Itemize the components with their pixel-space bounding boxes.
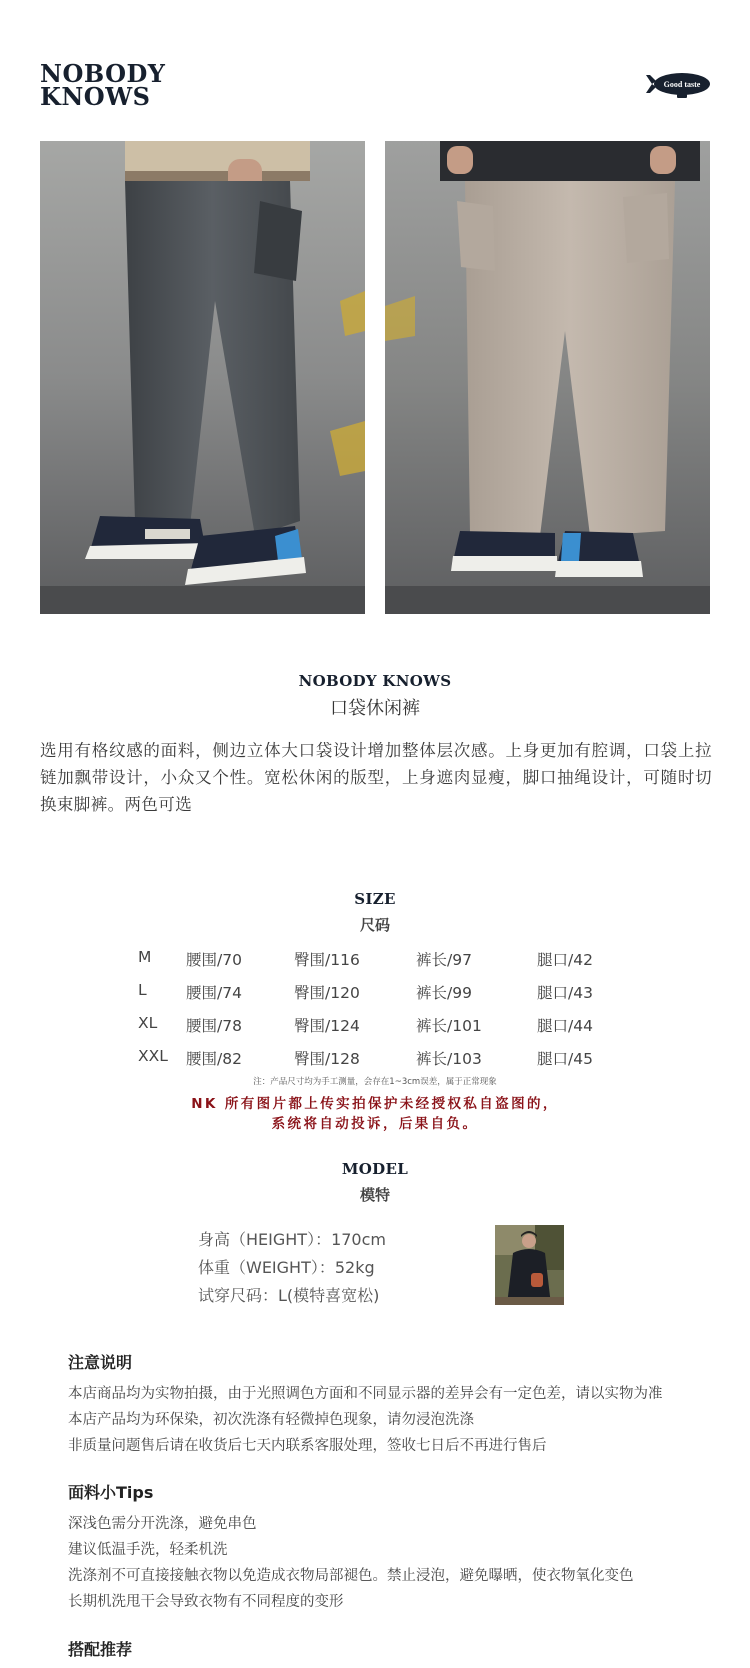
product-title-cn: 口袋休闲裤 — [330, 698, 420, 719]
length-value: 裤长/103 — [416, 1050, 482, 1068]
care-line: 本店商品均为实物拍摄，由于光照调色方面和不同显示器的差异会有一定色差，请以实物为准 — [68, 1386, 663, 1402]
size-row — [138, 948, 618, 981]
model-info — [198, 1226, 386, 1310]
brand-logo-line2: KNOWS — [40, 82, 151, 111]
hip-value: 臀围/116 — [294, 951, 360, 969]
model-fit-size: 试穿尺码：L(模特喜宽松) — [198, 1286, 380, 1305]
length-value: 裤长/97 — [416, 951, 472, 969]
blimp-logo-icon — [646, 68, 712, 100]
length-value: 裤长/99 — [416, 984, 472, 1002]
model-photo — [495, 1225, 564, 1305]
size-label: L — [138, 981, 147, 999]
tips-line: 长期机洗甩干会导致衣物有不同程度的变形 — [68, 1594, 344, 1610]
care-notes — [68, 1350, 718, 1459]
hip-value: 臀围/120 — [294, 984, 360, 1002]
hem-value: 腿口/44 — [537, 1017, 593, 1035]
size-label: XL — [138, 1014, 158, 1032]
care-line: 本店产品均为环保染，初次洗涤有轻微掉色现象，请勿浸泡洗涤 — [68, 1412, 474, 1428]
length-value: 裤长/101 — [416, 1017, 482, 1035]
waist-value: 腰围/78 — [186, 1017, 242, 1035]
model-heading-cn: 模特 — [359, 1186, 390, 1204]
size-row — [138, 981, 618, 1014]
warning-line-2: 系统将自动投诉，后果自负。 — [271, 1116, 479, 1132]
waist-value: 腰围/70 — [186, 951, 242, 969]
copyright-warning — [0, 1094, 750, 1134]
size-note: 注：产品尺寸均为手工测量，会存在1~3cm误差，属于正常现象 — [253, 1077, 497, 1087]
tips-line: 洗涤剂不可直接接触衣物以免造成衣物局部褪色。禁止浸泡，避免曝晒，使衣物氧化变色 — [68, 1568, 634, 1584]
size-label: XXL — [138, 1047, 168, 1065]
size-heading-en: SIZE — [354, 890, 396, 908]
hem-value: 腿口/45 — [537, 1050, 593, 1068]
brand-logo — [40, 59, 166, 111]
tips-line: 建议低温手洗，轻柔机洗 — [68, 1542, 228, 1558]
tips-line: 深浅色需分开洗涤，避免串色 — [68, 1516, 257, 1532]
model-heading-en: MODEL — [341, 1160, 409, 1178]
product-photo-gray — [40, 141, 365, 614]
size-heading-cn: 尺码 — [359, 916, 390, 934]
hem-value: 腿口/43 — [537, 984, 593, 1002]
waist-value: 腰围/74 — [186, 984, 242, 1002]
tips-heading: 面料小Tips — [68, 1483, 154, 1502]
model-weight: 体重（WEIGHT）：52kg — [198, 1258, 375, 1277]
hip-value: 臀围/128 — [294, 1050, 360, 1068]
hip-value: 臀围/124 — [294, 1017, 360, 1035]
hem-value: 腿口/42 — [537, 951, 593, 969]
product-description: 选用有格纹感的面料，侧边立体大口袋设计增加整体层次感。上身更加有腔调，口袋上拉链加飘带设计，小众又个性。宽松休闲的版型，上身遮肉显瘦，脚口抽绳设计，可随时切换束脚裤。两色可选 — [40, 741, 712, 814]
waist-value: 腰围/82 — [186, 1050, 242, 1068]
warning-line-1: NK 所有图片都上传实拍保护未经授权私自盗图的， — [191, 1096, 559, 1112]
size-table — [138, 948, 618, 1080]
product-photo-khaki — [385, 141, 710, 614]
fabric-tips — [68, 1480, 718, 1615]
care-heading: 注意说明 — [68, 1353, 133, 1372]
brand-logo-line1: NOBODY — [40, 59, 166, 88]
blimp-text: Good taste — [663, 80, 701, 89]
model-height: 身高（HEIGHT）：170cm — [198, 1230, 386, 1249]
size-row — [138, 1014, 618, 1047]
product-title-en: NOBODY KNOWS — [298, 672, 452, 690]
matching-heading: 搭配推荐 — [68, 1640, 133, 1659]
size-label: M — [138, 948, 152, 966]
care-line: 非质量问题售后请在收货后七天内联系客服处理，签收七日后不再进行售后 — [68, 1438, 547, 1454]
